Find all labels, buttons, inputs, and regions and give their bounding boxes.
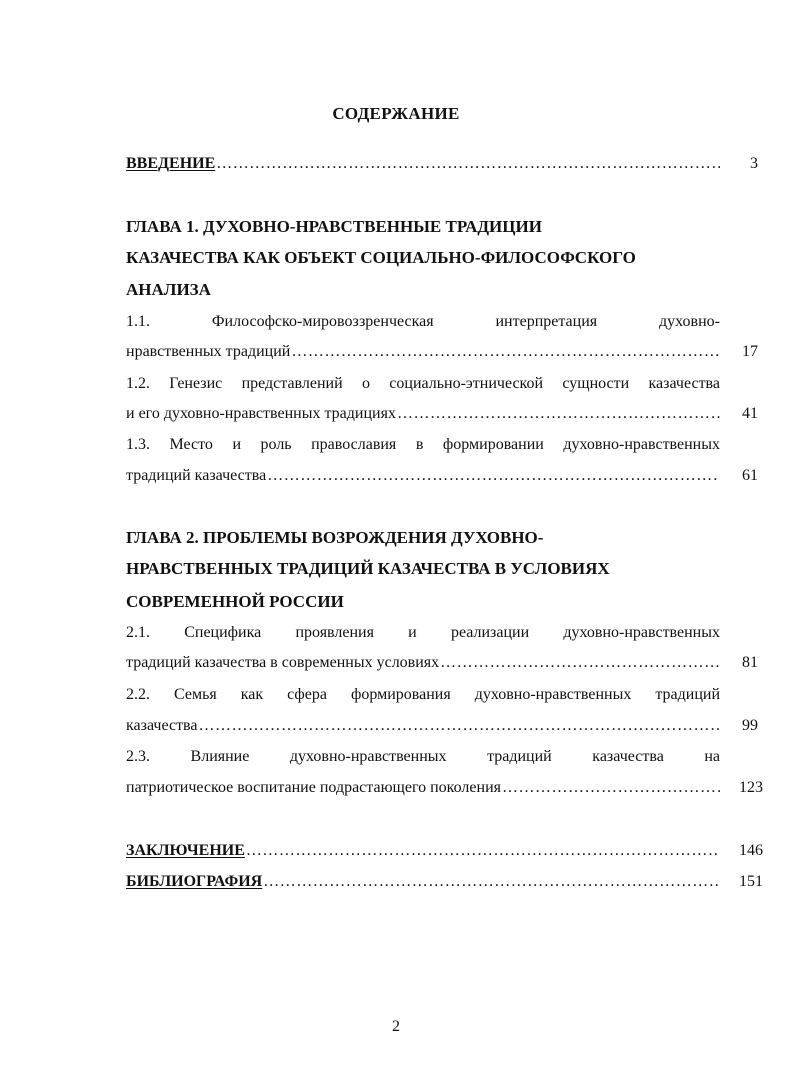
leader-dots (502, 778, 720, 798)
toc-page-number: 99 (742, 717, 758, 734)
toc-entry-line[interactable] (126, 466, 720, 486)
toc-page-number: 151 (739, 873, 763, 890)
toc-entry-bibliography[interactable] (126, 872, 720, 892)
toc-label: ВВЕДЕНИЕ (126, 155, 216, 172)
leader-dots (263, 872, 720, 892)
leader-dots (199, 716, 721, 736)
toc-entry-line[interactable] (126, 653, 720, 673)
toc-label: БИБЛИОГРАФИЯ (126, 873, 263, 890)
toc-entry-line[interactable]: 1.1. Философско-мировоззренческая интерпретация духовно- (126, 313, 720, 330)
chapter-heading: АНАЛИЗА (126, 280, 211, 299)
toc-entry-line[interactable] (126, 404, 720, 424)
toc-label: казачества (126, 717, 198, 734)
page-number: 2 (392, 1018, 400, 1035)
chapter-heading: НРАВСТВЕННЫХ ТРАДИЦИЙ КАЗАЧЕСТВА В УСЛОВИЯХ (126, 559, 610, 578)
toc-label: ЗАКЛЮЧЕНИЕ (126, 842, 245, 859)
leader-dots (440, 653, 720, 673)
toc-entry-intro[interactable] (126, 154, 720, 174)
chapter-heading: СОВРЕМЕННОЙ РОССИИ (126, 592, 344, 611)
toc-page-number: 146 (739, 842, 763, 859)
toc-page-number: 61 (742, 467, 758, 484)
toc-entry-line[interactable] (126, 342, 720, 362)
leader-dots (397, 404, 720, 424)
toc-entry-conclusion[interactable] (126, 841, 720, 861)
toc-page-number: 17 (742, 343, 758, 360)
toc-page-number: 3 (750, 155, 758, 172)
leader-dots (216, 154, 720, 174)
toc-label: традиций казачества в современных условиях (126, 654, 440, 671)
toc-entry-line[interactable] (126, 778, 720, 798)
page-title: СОДЕРЖАНИЕ (332, 104, 460, 123)
leader-dots (246, 841, 720, 861)
toc-entry-line[interactable]: 2.1. Специфика проявления и реализации духовно-нравственных (126, 624, 720, 641)
toc-page-number: 81 (742, 654, 758, 671)
toc-entry-line[interactable]: 2.3. Влияние духовно-нравственных традиций казачества на (126, 748, 720, 765)
toc-label: и его духовно-нравственных традициях (126, 405, 396, 422)
toc-entry-line[interactable]: 2.2. Семья как сфера формирования духовно-нравственных традиций (126, 686, 720, 703)
toc-page-number: 123 (739, 779, 763, 796)
leader-dots (291, 342, 720, 362)
toc-label: нравственных традиций (126, 343, 291, 360)
toc-label: традиций казачества (126, 467, 267, 484)
chapter-heading: ГЛАВА 1. ДУХОВНО-НРАВСТВЕННЫЕ ТРАДИЦИИ (126, 217, 542, 236)
chapter-heading: ГЛАВА 2. ПРОБЛЕМЫ ВОЗРОЖДЕНИЯ ДУХОВНО- (126, 528, 544, 547)
toc-entry-line[interactable]: 1.2. Генезис представлений о социально-этнической сущности казачества (126, 375, 720, 392)
leader-dots (267, 466, 720, 486)
toc-label: патриотическое воспитание подрастающего поколения (126, 779, 501, 796)
toc-entry-line[interactable]: 1.3. Место и роль православия в формировании духовно-нравственных (126, 436, 720, 453)
toc-entry-line[interactable] (126, 716, 720, 736)
toc-page-number: 41 (742, 405, 758, 422)
chapter-heading: КАЗАЧЕСТВА КАК ОБЪЕКТ СОЦИАЛЬНО-ФИЛОСОФСКОГО (126, 248, 636, 267)
